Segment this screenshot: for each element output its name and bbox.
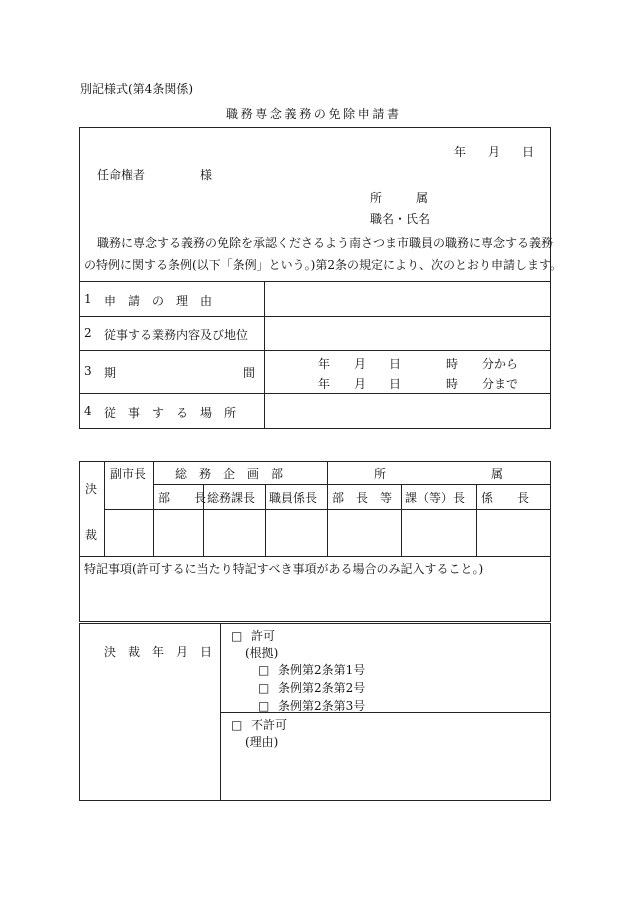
basis-option-1[interactable] bbox=[258, 661, 365, 678]
form-label: 別記様式(第4条関係) bbox=[80, 82, 193, 96]
period-from-month: 月 bbox=[354, 357, 367, 371]
kessai-label-1: 決 bbox=[85, 482, 98, 496]
period-from-suffix: 分から bbox=[482, 357, 519, 371]
addressee: 任命権者 bbox=[97, 168, 146, 182]
row-divider bbox=[79, 350, 551, 351]
basis-label: (根拠) bbox=[245, 646, 279, 660]
date-day: 日 bbox=[522, 145, 535, 159]
basis-2-label: 条例第2条第2号 bbox=[278, 681, 366, 695]
period-to-hour: 時 bbox=[446, 377, 459, 391]
column-divider bbox=[153, 461, 154, 556]
permit-label: 許可 bbox=[251, 629, 276, 643]
basis-1-checkbox-icon[interactable]: □ bbox=[258, 663, 270, 677]
addressee-suffix: 様 bbox=[200, 168, 213, 182]
row-2-label: 従事する業務内容及び地位 bbox=[104, 328, 249, 342]
body-text-line-2: の特例に関する条例(以下「条例」という。)第2条の規定により、次のとおり申請します。 bbox=[84, 258, 563, 272]
row-1-label: 申 請 の 理 由 bbox=[104, 294, 213, 308]
decision-date-label: 決 裁 年 月 日 bbox=[104, 645, 213, 659]
basis-2-checkbox-icon[interactable]: □ bbox=[258, 681, 270, 695]
kessai-label-2: 裁 bbox=[85, 528, 98, 542]
column-divider bbox=[264, 281, 265, 429]
not-permit-label: 不許可 bbox=[251, 718, 288, 732]
body-text-line-1: 職務に専念する義務の免除を承認くださるよう南さつま市職員の職務に専念する義務 bbox=[97, 236, 554, 250]
name-label: 職名・氏名 bbox=[370, 212, 431, 226]
vice-mayor-header: 副市長 bbox=[110, 467, 147, 481]
application-form bbox=[79, 127, 554, 429]
somu-bucho-header: 部 長 bbox=[158, 491, 207, 505]
period-to-day: 日 bbox=[389, 377, 402, 391]
period-to-year: 年 bbox=[318, 377, 331, 391]
shokuin-kakaricho-header: 職員係長 bbox=[269, 491, 318, 505]
period-to-month: 月 bbox=[354, 377, 367, 391]
permit-checkbox-icon[interactable]: □ bbox=[231, 629, 243, 643]
row-divider bbox=[79, 281, 551, 282]
row-divider bbox=[79, 316, 551, 317]
row-4-number: 4 bbox=[84, 404, 92, 418]
shozoku-bucho-header: 部 長 等 bbox=[332, 491, 393, 505]
row-divider bbox=[79, 393, 551, 394]
basis-3-checkbox-icon[interactable]: □ bbox=[258, 699, 270, 713]
shozoku-kakaricho-header: 係 長 bbox=[481, 491, 530, 505]
period-from-hour: 時 bbox=[446, 357, 459, 371]
document-title: 職務専念義務の免除申請書 bbox=[226, 107, 402, 121]
row-1-number: 1 bbox=[84, 292, 92, 306]
period-to-suffix: 分まで bbox=[482, 377, 519, 391]
affiliation-label: 所 bbox=[370, 191, 383, 205]
column-divider bbox=[401, 484, 402, 556]
shozoku-header-left: 所 bbox=[374, 467, 387, 481]
row-divider bbox=[79, 556, 551, 557]
date-month: 月 bbox=[488, 145, 501, 159]
column-divider bbox=[265, 484, 266, 556]
basis-1-label: 条例第2条第1号 bbox=[278, 663, 366, 677]
shozoku-kacho-header: 課（等）長 bbox=[405, 491, 466, 505]
column-divider bbox=[327, 461, 328, 556]
period-from-day: 日 bbox=[389, 357, 402, 371]
row-4-label: 従 事 す る 場 所 bbox=[104, 406, 237, 420]
date-year: 年 bbox=[454, 145, 467, 159]
row-3-label-left: 期 bbox=[104, 366, 117, 380]
basis-3-label: 条例第2条第3号 bbox=[278, 699, 366, 713]
approval-table bbox=[79, 461, 551, 622]
row-divider bbox=[153, 484, 551, 485]
column-divider bbox=[104, 461, 105, 556]
not-permit-checkbox-icon[interactable]: □ bbox=[231, 718, 243, 732]
shozoku-header-right: 属 bbox=[491, 467, 504, 481]
not-permit-option[interactable] bbox=[231, 716, 287, 733]
period-from-year: 年 bbox=[318, 357, 331, 371]
special-notes-label: 特記事項(許可するに当たり特記すべき事項がある場合のみ記入すること。) bbox=[84, 562, 484, 576]
somu-kacho-header: 総務課長 bbox=[207, 491, 256, 505]
row-3-label-right: 間 bbox=[243, 366, 256, 380]
permit-option[interactable] bbox=[231, 627, 275, 644]
basis-option-3[interactable] bbox=[258, 697, 365, 714]
row-2-number: 2 bbox=[84, 326, 92, 340]
affiliation-label-2: 属 bbox=[416, 191, 429, 205]
basis-option-2[interactable] bbox=[258, 679, 365, 696]
column-divider bbox=[476, 484, 477, 556]
somu-kikaku-header: 総 務 企 画 部 bbox=[175, 467, 284, 481]
reason-label: (理由) bbox=[245, 735, 279, 749]
row-3-number: 3 bbox=[84, 364, 92, 378]
